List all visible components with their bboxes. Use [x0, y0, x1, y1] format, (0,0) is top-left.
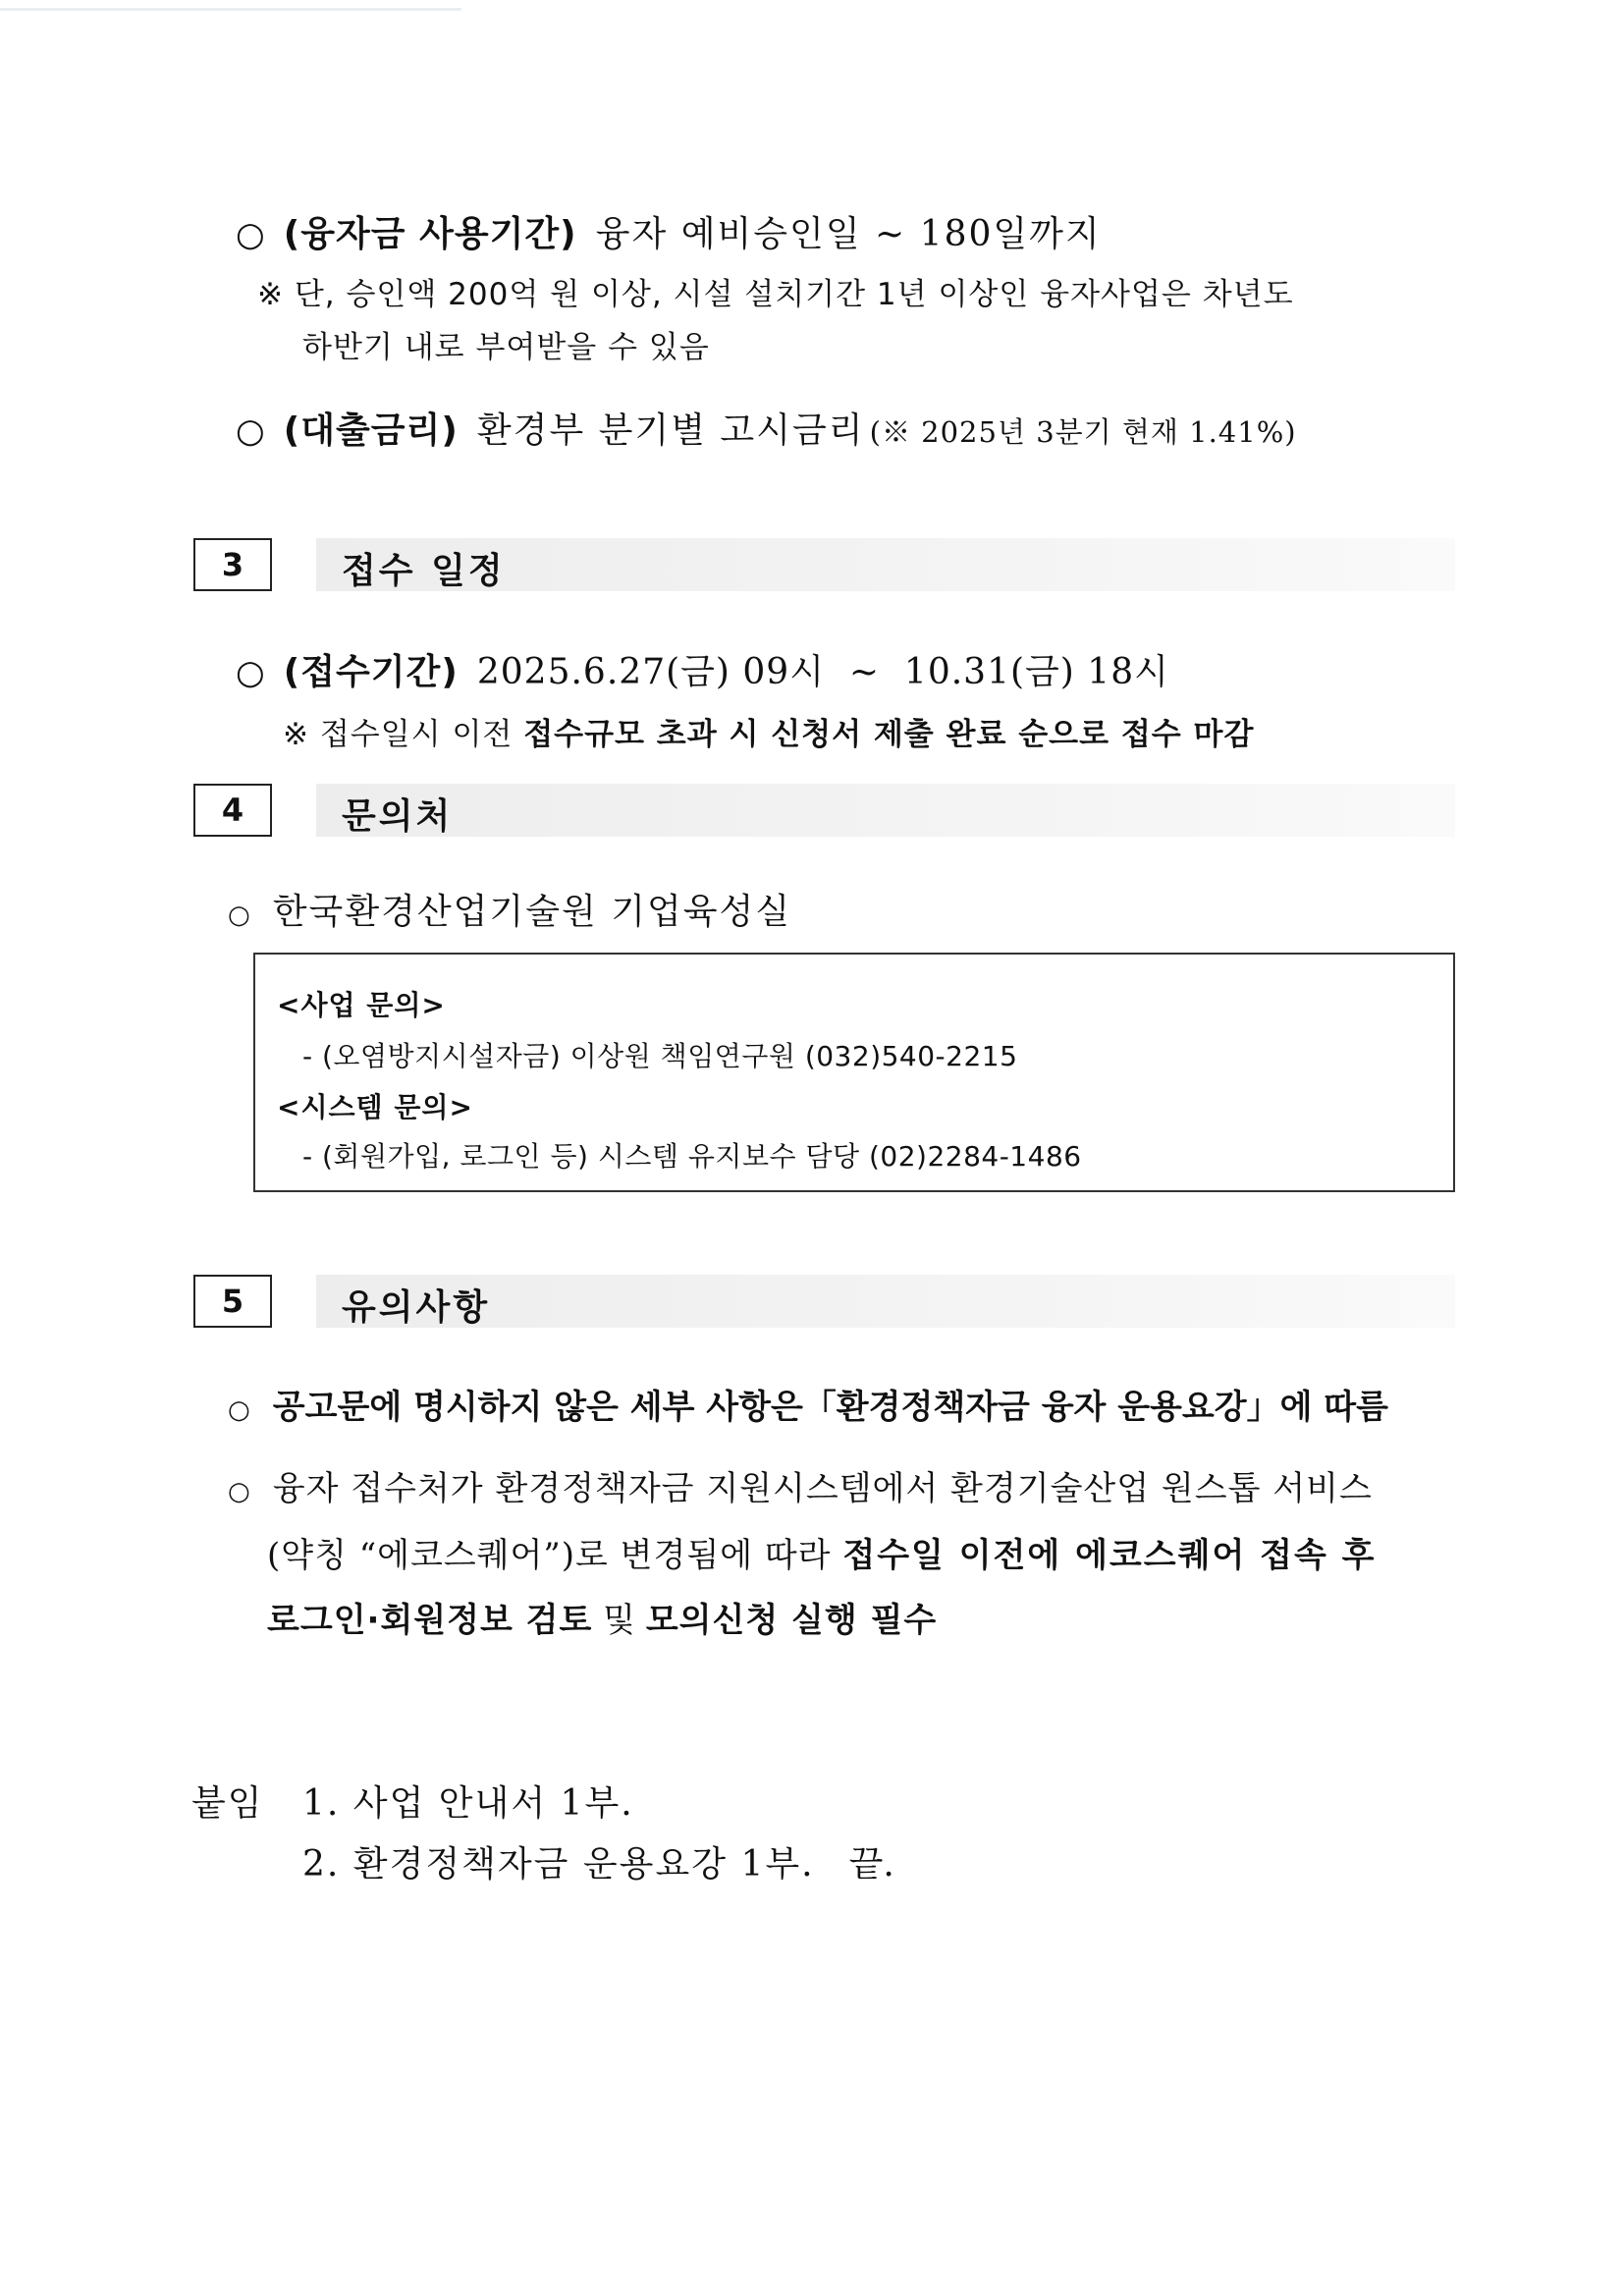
circle-bullet: ○: [228, 901, 250, 930]
notice-item-2-line3-bold2: 모의신청 실행 필수: [645, 1601, 938, 1640]
notice-item-2-line3-bold1: 로그인·회원정보 검토: [267, 1601, 593, 1640]
reception-period-item: [236, 644, 1169, 694]
contact-org-item: [228, 884, 791, 934]
attachment-item-2: 2. 환경정책자금 운용요강 1부.: [302, 1844, 815, 1885]
attachment-item-1: 1. 사업 안내서 1부.: [302, 1783, 634, 1824]
attachments-end: 끝.: [848, 1844, 894, 1885]
loan-period-note-line2: 하반기 내로 부여받을 수 있음: [302, 330, 710, 365]
circle-bullet: ○: [236, 653, 265, 692]
section-4-number: 4: [193, 784, 272, 837]
reception-note: [283, 709, 1254, 753]
attachments-label: 붙임: [191, 1783, 264, 1824]
reception-note-prefix: ※ 접수일시 이전: [283, 717, 524, 752]
business-inquiry-line: - (오염방지시설자금) 이상원 책임연구원 (032)540-2215: [302, 1040, 1018, 1072]
notice-item-2-line2-bold: 접수일 이전에 에코스퀘어 접속 후: [842, 1536, 1377, 1575]
notice-item-2-line1: 융자 접수처가 환경정책자금 지원시스템에서 환경기술산업 원스톱 서비스: [272, 1469, 1373, 1508]
notice-item-1-text: 공고문에 명시하지 않은 세부 사항은「환경정책자금 융자 운용요강」에 따름: [272, 1388, 1388, 1427]
reception-period-label: (접수기간): [283, 652, 459, 692]
loan-period-text: 융자 예비승인일 ~ 180일까지: [595, 214, 1102, 254]
loan-period-label: (융자금 사용기간): [283, 214, 577, 254]
section-4-band: [316, 784, 1455, 837]
contact-org: 한국환경산업기술원 기업육성실: [272, 892, 792, 932]
notice-item-2-line3: [267, 1593, 937, 1641]
interest-rate-item: [236, 403, 1297, 453]
interest-rate-label: (대출금리): [283, 410, 459, 451]
system-inquiry-line: - (회원가입, 로그인 등) 시스템 유지보수 담당 (02)2284-1486: [302, 1140, 1082, 1173]
system-inquiry-heading: <시스템 문의>: [277, 1091, 473, 1123]
notice-item-2-line2: [267, 1528, 1377, 1576]
scan-edge-mark: [0, 8, 461, 11]
notice-item-1: [228, 1380, 1388, 1428]
section-5-number: 5: [193, 1275, 272, 1328]
interest-rate-text: 환경부 분기별 고시금리: [476, 410, 865, 451]
interest-rate-note: (※ 2025년 3분기 현재 1.41%): [869, 415, 1297, 449]
notice-item-2: [228, 1461, 1373, 1509]
circle-bullet: ○: [236, 215, 265, 254]
loan-period-item: [236, 206, 1102, 256]
section-3-number: 3: [193, 538, 272, 591]
notice-item-2-line2-prefix: (약칭 “에코스퀘어”)로 변경됨에 따라: [267, 1536, 843, 1575]
contact-box: [253, 953, 1455, 1192]
attachment-item-2-row: [302, 1836, 894, 1886]
circle-bullet: ○: [236, 411, 265, 451]
notice-item-2-line3-mid: 및: [592, 1601, 646, 1640]
section-4-title: 문의처: [342, 796, 454, 837]
reception-note-bold: 접수규모 초과 시 신청서 제출 완료 순으로 접수 마감: [523, 717, 1255, 752]
circle-bullet: ○: [228, 1395, 250, 1425]
business-inquiry-heading: <사업 문의>: [277, 989, 446, 1021]
loan-period-note-line1: ※ 단, 승인액 200억 원 이상, 시설 설치기간 1년 이상인 융자사업은 차년도: [257, 277, 1294, 312]
section-5-title: 유의사항: [342, 1287, 491, 1328]
reception-period-text: 2025.6.27(금) 09시 ~ 10.31(금) 18시: [476, 652, 1169, 692]
section-3-title: 접수 일정: [342, 551, 506, 591]
circle-bullet: ○: [228, 1477, 250, 1506]
